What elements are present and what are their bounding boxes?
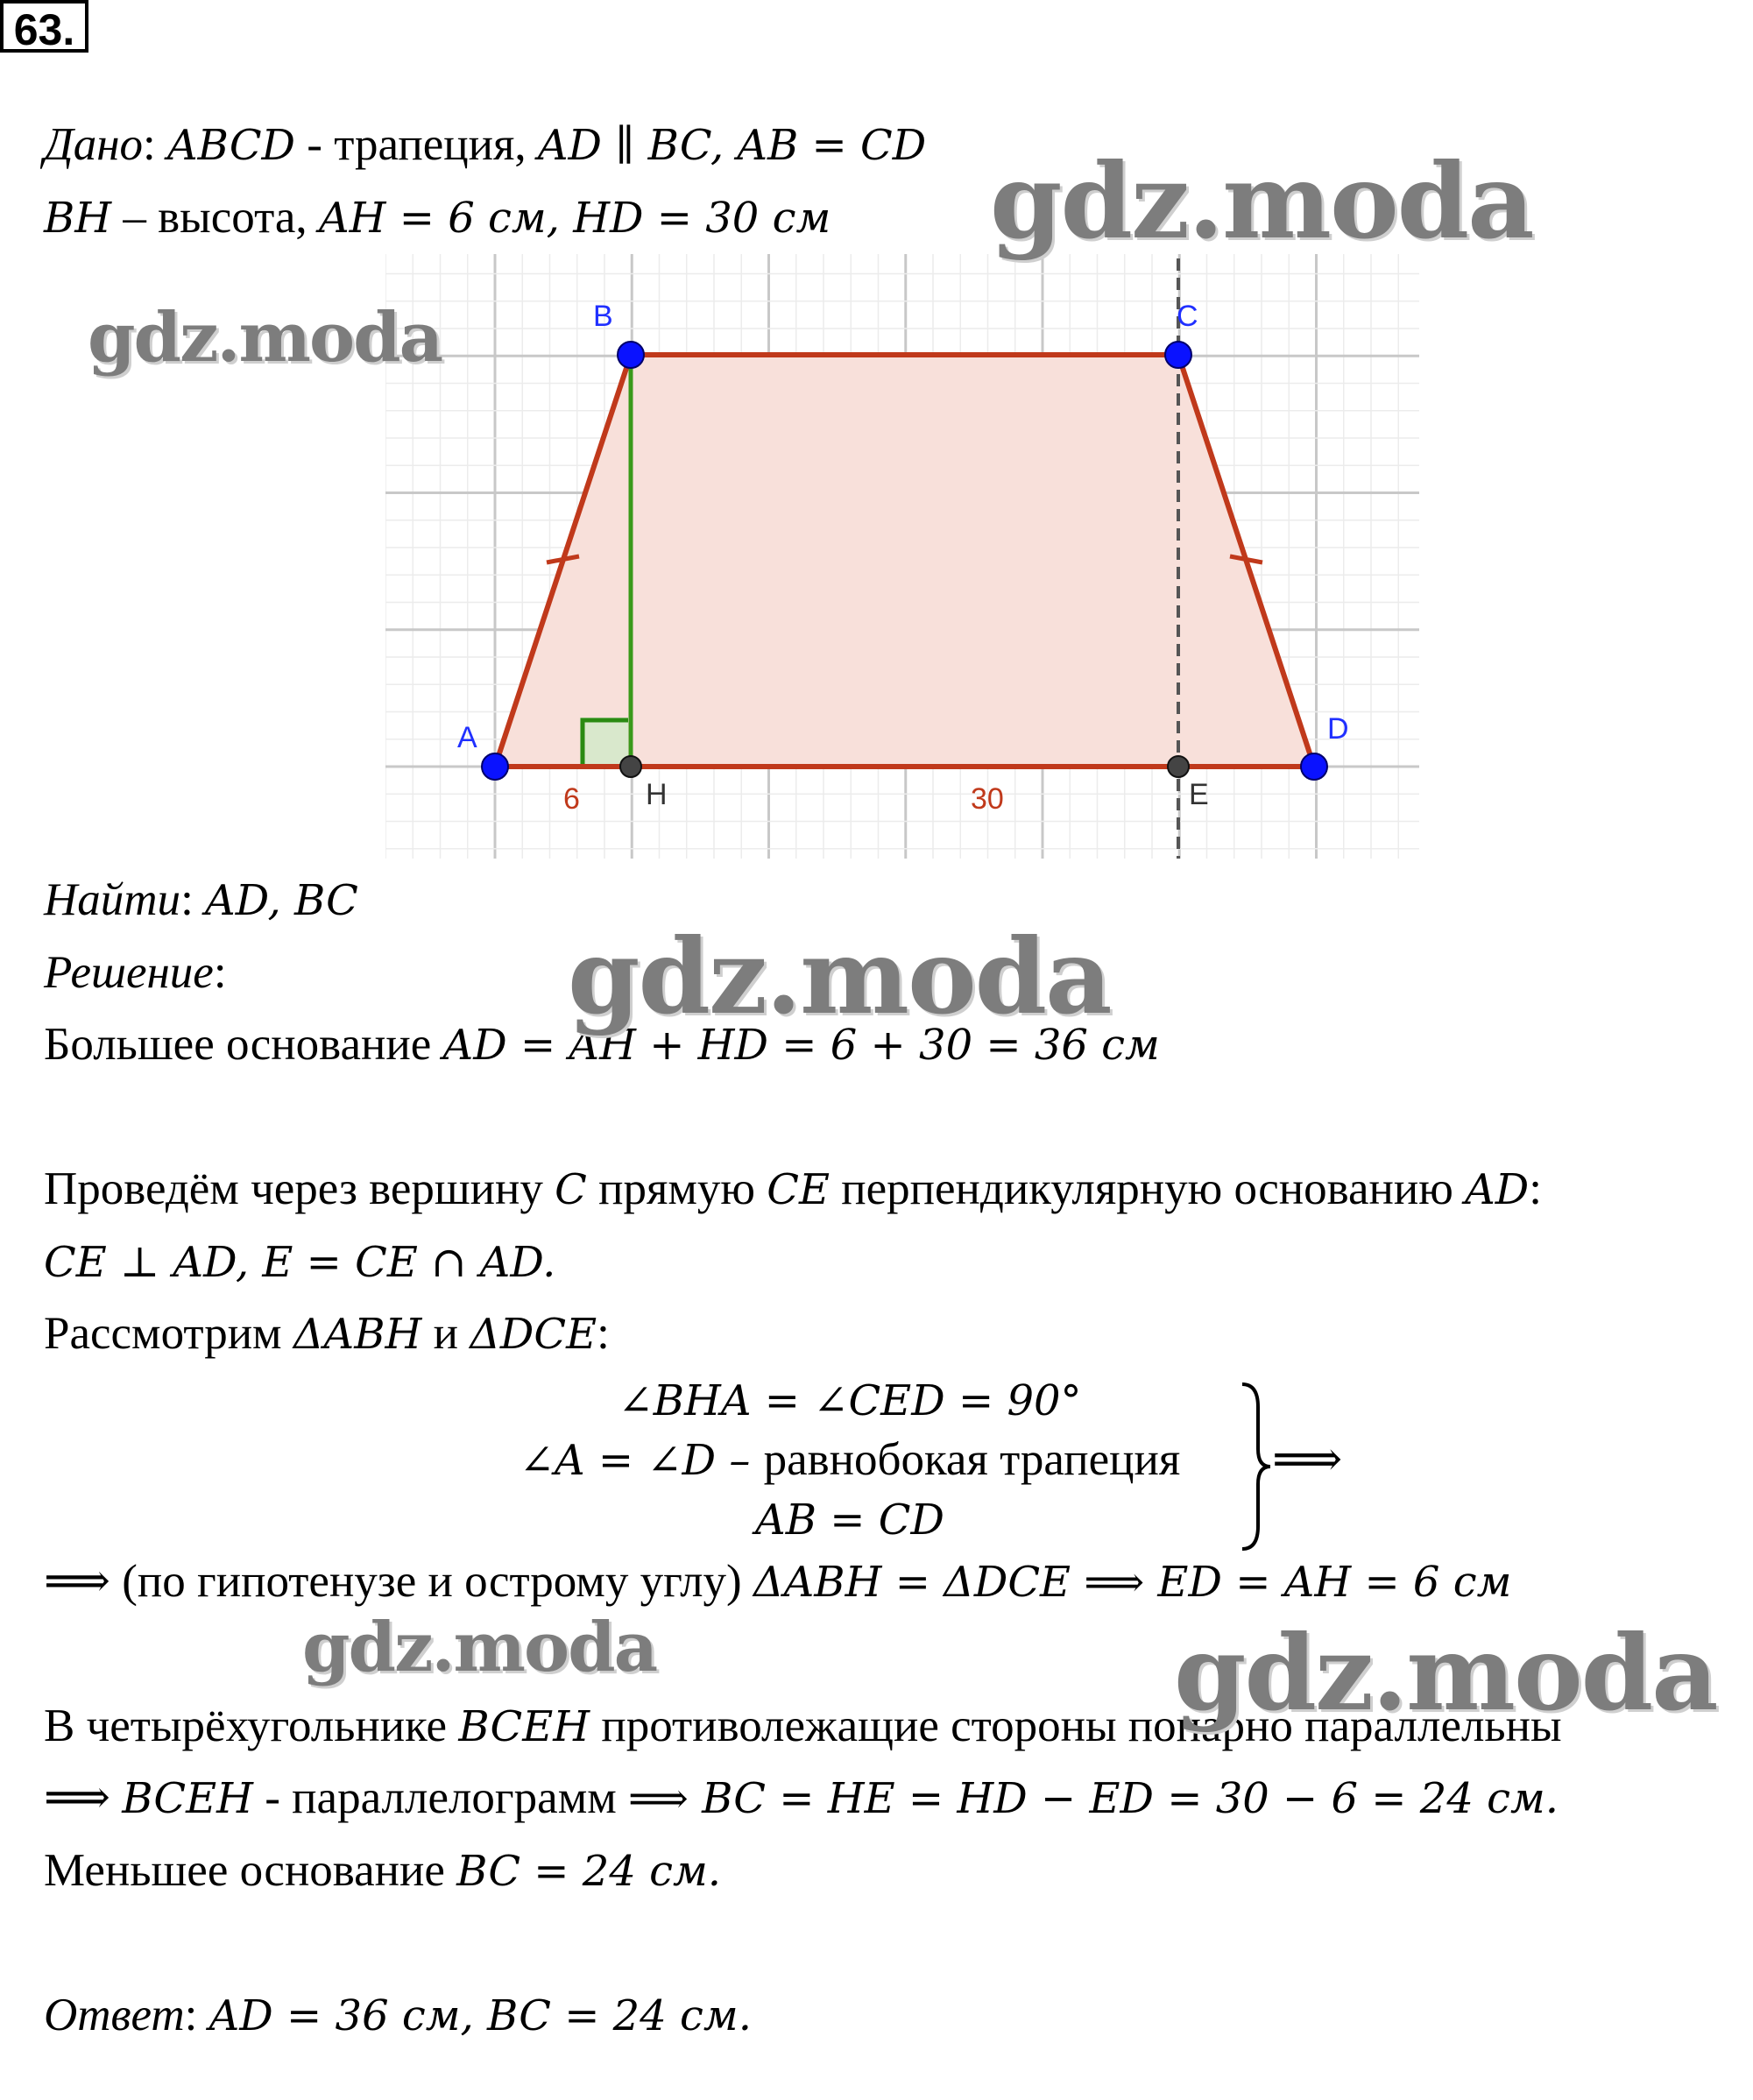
label-point-c: C [1177, 300, 1198, 333]
solution-text: : [1529, 1163, 1542, 1214]
solution-text-larger-base: Большее основание [44, 1019, 443, 1070]
solution-math: C [555, 1165, 587, 1214]
label-point-d: D [1327, 712, 1349, 746]
solution-math: BCEH [122, 1774, 254, 1823]
point-h [620, 756, 641, 777]
solution-text: Рассмотрим [44, 1308, 293, 1359]
solution-text: и [421, 1308, 470, 1359]
system-row-equal-angles: ∠A = ∠D – [519, 1436, 764, 1485]
label-point-h: H [646, 778, 668, 811]
given-label: Дано [44, 119, 144, 170]
point-e [1168, 756, 1189, 777]
given-line-2 [44, 191, 831, 244]
solution-line-8 [44, 1844, 721, 1898]
watermark: gdz.moda [88, 298, 442, 378]
label-point-e: E [1189, 778, 1209, 811]
system-row-sides: AB = CD [755, 1495, 944, 1545]
answer-label: Ответ [44, 1990, 185, 2040]
point-d [1301, 753, 1327, 780]
solution-math-ad: AD = AH + HD = 6 + 30 = 36 см [442, 1021, 1160, 1070]
solution-math: ⟹ BC = HE = HD − ED = 30 − 6 = 24 см. [628, 1774, 1559, 1823]
solution-text: Меньшее основание [44, 1845, 457, 1896]
solution-math: ΔABH = ΔDCE ⟹ ED = AH = 6 см [753, 1558, 1512, 1607]
watermark: gdz.moda [568, 916, 1111, 1037]
system-implies-arrow: ⟹ [1272, 1432, 1343, 1487]
watermark: gdz.moda [302, 1608, 657, 1687]
given-math-parallel: AD ∥ BC, AB = CD [537, 121, 927, 170]
solution-text: - параллелограмм [253, 1772, 629, 1823]
solution-text: ⟹ (по гипотенузе и острому углу) [44, 1556, 753, 1607]
given-math-bh: BH [44, 194, 112, 243]
solution-math: AD [1465, 1165, 1530, 1214]
solution-line-7 [44, 1771, 1559, 1825]
solution-math: BCEH [458, 1702, 590, 1751]
solution-line-5 [44, 1555, 1511, 1609]
solution-text: прямую [586, 1163, 767, 1214]
trapezoid-figure [385, 254, 1419, 867]
point-c [1165, 342, 1191, 368]
answer-math: AD = 36 см, BC = 24 см. [209, 1991, 752, 2040]
label-segment-ah: 6 [563, 782, 580, 816]
find-line: Найти: AD, BC [44, 874, 358, 925]
trapezoid-fill [495, 355, 1314, 767]
point-a [482, 753, 508, 780]
system-row-isosceles: равнобокая трапеция [763, 1434, 1181, 1485]
solution-text: противолежащие стороны попарно параллельны [590, 1701, 1562, 1751]
solution-text: В четырёхугольнике [44, 1701, 459, 1751]
solution-math: CE [767, 1165, 831, 1214]
solution-line-4 [44, 1307, 610, 1361]
solution-line-2 [44, 1163, 1542, 1216]
solution-math: BC = 24 см. [456, 1847, 722, 1896]
system-row-angles: ∠BHA = ∠CED = 90° [618, 1376, 1082, 1425]
problem-number: 63. [0, 0, 88, 53]
right-brace [1237, 1381, 1272, 1552]
solution-math: ΔDCE [470, 1310, 597, 1359]
solution-math: ΔABH [293, 1310, 422, 1359]
label-segment-he: 30 [971, 782, 1004, 816]
find-label: Найти [44, 874, 181, 925]
solution-label: Решение [44, 947, 214, 998]
point-b [618, 342, 644, 368]
given-math-lengths: AH = 6 см, HD = 30 см [318, 194, 831, 243]
solution-text: : [597, 1308, 610, 1359]
answer-line: Ответ: AD = 36 см, BC = 24 см. [44, 1990, 752, 2040]
label-point-b: B [593, 300, 613, 333]
solution-text: ⟹ [44, 1772, 123, 1823]
solution-text: перпендикулярную основанию [830, 1163, 1466, 1214]
label-point-a: A [457, 721, 477, 754]
solution-text: Проведём через вершину [44, 1163, 555, 1214]
given-math-abcd: ABCD [167, 121, 296, 170]
find-math: AD, BC [205, 876, 358, 925]
conditions-system [438, 1374, 1262, 1552]
given-text-trapezoid: - трапеция, [295, 119, 538, 170]
watermark: gdz.moda [1174, 1612, 1717, 1734]
watermark: gdz.moda [990, 140, 1533, 262]
given-text-height: – высота, [111, 192, 319, 243]
solution-math: CE ⊥ AD, E = CE ∩ AD. [44, 1238, 556, 1287]
solution-line-3 [44, 1235, 555, 1289]
given-line-1: Дано: ABCD - трапеция, AD ∥ BC, AB = CD [44, 119, 927, 170]
solution-label-line: Решение: [44, 947, 227, 998]
right-angle-fill [580, 718, 628, 765]
